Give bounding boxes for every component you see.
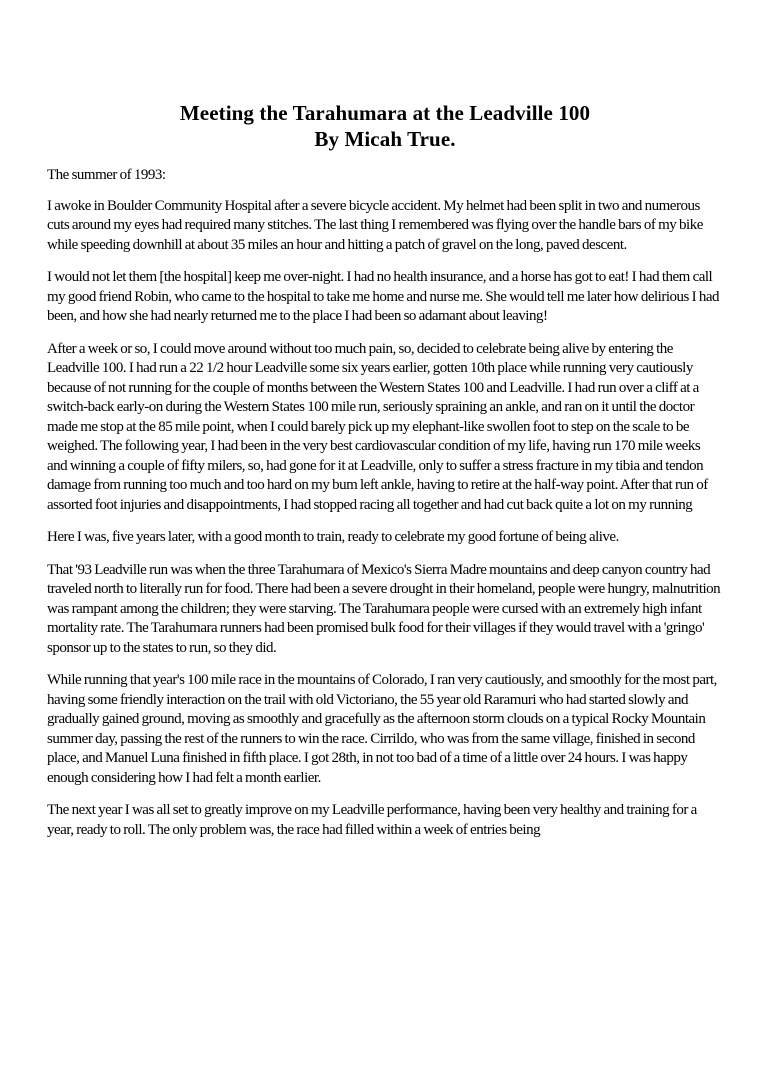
paragraph: I awoke in Boulder Community Hospital after a severe bicycle accident. My helmet had been split in two and numerous cuts around my eyes had required many stitches. The last thing I remembered was flying over the handle bars of my bike while speeding downhill at about 35 miles an hour and hitting a patch of gravel on the long, paved descent.	[47, 197, 703, 253]
document-title	[47, 100, 723, 152]
document-page	[47, 100, 723, 853]
byline: By Micah True.	[314, 127, 456, 151]
paragraph: After a week or so, I could move around without too much pain, so, decided to celebrate being alive by entering the Leadville 100. I had run a 22 1/2 hour Leadville some six years earlier, gotten 10th place while running very cautiously because of not running for the couple of months between the Western States 100 and Leadville. I had run over a cliff at a switch-back early-on during the Western States 100 mile run, seriously spraining an ankle, and ran on it until the doctor made me stop at the 85 mile point, when I could barely pick up my elephant-like swollen foot to step on the scale to be weighed. The following year, I had been in the very best cardiovascular condition of my life, having run 170 mile weeks and winning a couple of fifty milers, so, had gone for it at Leadville, only to suffer a stress fracture in my tibia and tendon damage from running too much and too hard on my bum left ankle, having to retire at the half-way point. After that run of assorted foot injuries and disappointments, I had stopped racing all together and had cut back quite a lot on my running	[47, 340, 708, 513]
title-line: Meeting the Tarahumara at the Leadville 100	[179, 101, 591, 125]
intro-line: The summer of 1993:	[47, 167, 166, 183]
paragraph: Here I was, five years later, with a good month to train, ready to celebrate my good fortune of being alive.	[47, 529, 619, 545]
paragraph: While running that year's 100 mile race in the mountains of Colorado, I ran very cautiously, and smoothly for the most part, having some friendly interaction on the trail with old Victoriano, the 55 year old Raramuri who had started slowly and gradually gained ground, moving as smoothly and gracefully as the afternoon storm clouds on a typical Rocky Mountain summer day, passing the rest of the runners to win the race. Cirrildo, who was from the same village, finished in second place, and Manuel Luna finished in fifth place. I got 28th, in not too bad of a time of a little over 24 hours. I was happy enough considering how I had felt a month earlier.	[47, 672, 717, 786]
paragraph: I would not let them [the hospital] keep me over-night. I had no health insurance, and a horse has got to eat! I had them call my good friend Robin, who came to the hospital to take me home and nurse me. She would tell me later how delirious I had been, and how she had nearly returned me to the place I had been so adamant about leaving!	[47, 269, 720, 324]
paragraph: That '93 Leadville run was when the three Tarahumara of Mexico's Sierra Madre mountains and deep canyon country had traveled north to literally run for food. There had been a severe drought in their homeland, people were hungry, malnutrition was rampant among the children; they were starving. The Tarahumara people were cursed with an extremely high infant mortality rate. The Tarahumara runners had been promised bulk food for their villages if they would travel with a 'gringo' sponsor up to the states to run, so they did.	[47, 561, 721, 656]
paragraph: The next year I was all set to greatly improve on my Leadville performance, having been very healthy and training for a year, ready to roll. The only problem was, the race had filled within a week of entries being	[47, 802, 697, 838]
